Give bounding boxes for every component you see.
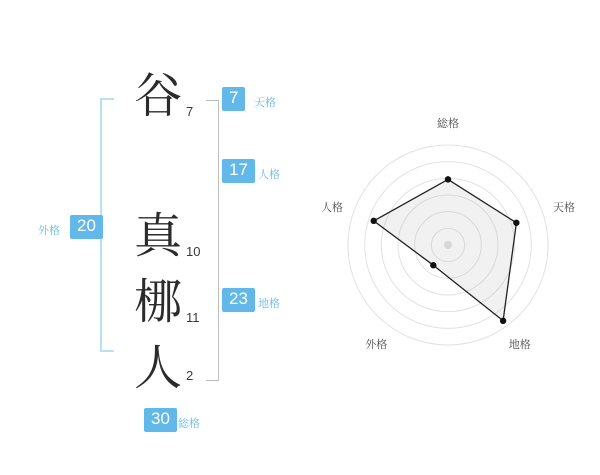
tenkaku-label: 天格 [254, 96, 276, 109]
stroke-count-4: 2 [186, 368, 194, 383]
soukaku-value: 30 [144, 408, 177, 432]
radar-chart-svg [300, 0, 600, 470]
jinkaku-value: 17 [222, 159, 255, 183]
gaikaku-label: 外格 [38, 224, 60, 237]
chikaku-label: 地格 [258, 297, 280, 310]
radar-axis-label-tenkaku: 天格 [553, 201, 576, 215]
name-character-1: 谷 [133, 68, 182, 124]
radar-axis-label-jinkaku: 人格 [320, 201, 343, 215]
name-character-2: 真 [133, 208, 182, 264]
radar-axis-label-soukaku: 総格 [437, 117, 459, 130]
jinkaku-bracket [206, 110, 219, 250]
radar-chart [300, 0, 600, 470]
chikaku-bracket [206, 250, 219, 381]
jinkaku-label: 人格 [258, 168, 280, 181]
stroke-count-3: 11 [186, 310, 200, 325]
radar-axis-label-gaikaku: 外格 [365, 337, 388, 351]
name-stroke-panel [0, 0, 300, 470]
name-character-3: 梛 [133, 274, 182, 330]
chikaku-value: 23 [222, 288, 255, 312]
name-character-4: 人 [133, 340, 182, 396]
gaikaku-value: 20 [70, 215, 103, 239]
radar-axis-label-chikaku: 地格 [508, 337, 531, 351]
soukaku-label: 総格 [178, 417, 200, 430]
stroke-count-2: 10 [186, 244, 201, 259]
tenkaku-value: 7 [222, 87, 245, 111]
stroke-count-1: 7 [186, 104, 194, 119]
